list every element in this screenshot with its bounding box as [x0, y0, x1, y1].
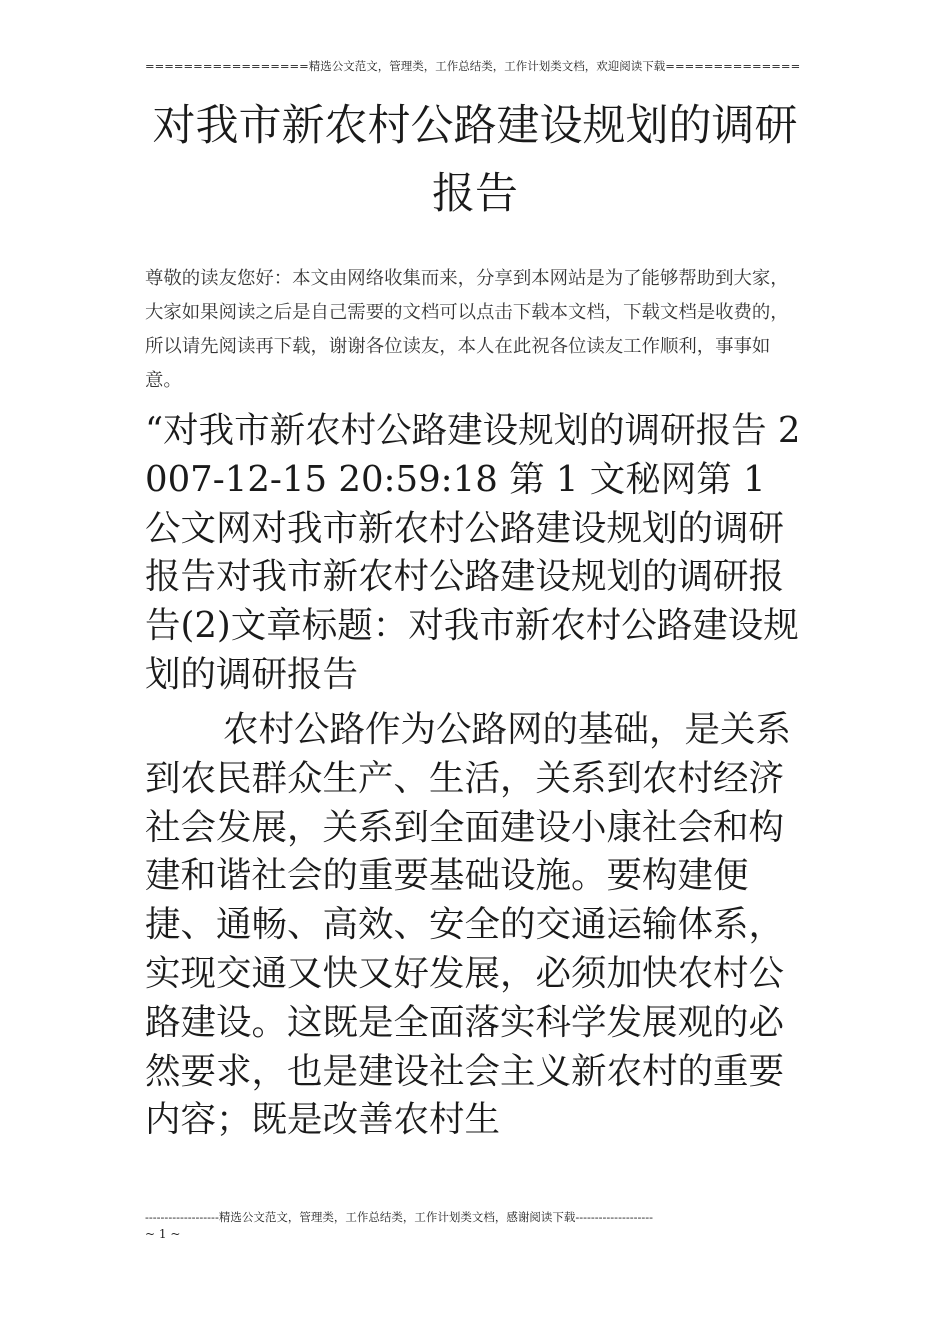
header-banner: =================精选公文范文，管理类，工作总结类，工作计划类文档，欢迎阅读下载============== — [145, 59, 801, 73]
body-paragraph-main: 农村公路作为公路网的基础，是关系到农民群众生产、生活，关系到农村经济社会发展，关系到全面建设小康社会和构建和谐社会的重要基础设施。要构建便捷、通畅、高效、安全的交通运输体系，实现交通又快又好发展，必须加快农村公路建设。这既是全面落实科学发展观的必然要求，也是建设社会主义新农村的重要内容；既是改善农村生 — [145, 709, 792, 1141]
page-number: ~ 1 ~ — [145, 1227, 181, 1241]
body-paragraph-intro: “对我市新农村公路建设规划的调研报告 2007-12-15 20:59:18 第 1 文秘网第 1 公文网对我市新农村公路建设规划的调研报告对我市新农村公路建设规划的调研报告(2)文章标题：对我市新农村公路建设规划的调研报告 — [145, 410, 801, 695]
reader-notice: 尊敬的读友您好：本文由网络收集而来，分享到本网站是为了能够帮助到大家，大家如果阅读之后是自己需要的文档可以点击下载本文档，下载文档是收费的，所以请先阅读再下载，谢谢各位读友，本人在此祝各位读友工作顺利，事事如意。 — [145, 268, 789, 391]
footer-banner: -------------------精选公文范文，管理类，工作总结类，工作计划类文档，感谢阅读下载-------------------- — [145, 1210, 654, 1224]
document-title: 对我市新农村公路建设规划的调研报告 — [152, 101, 798, 219]
